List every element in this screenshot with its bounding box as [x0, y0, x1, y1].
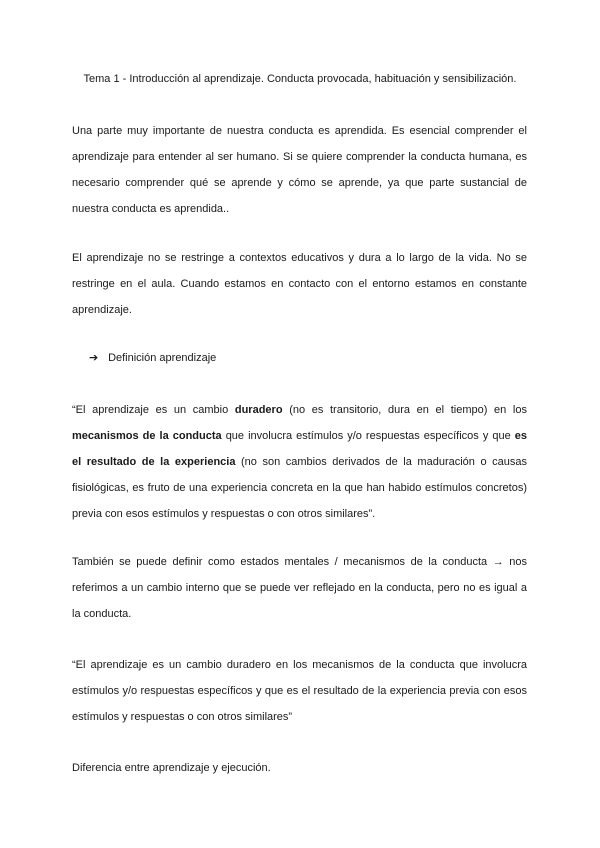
arrow-bullet-icon: ➔ — [89, 352, 99, 364]
definition-text-2: (no es transitorio, dura en el tiempo) en los — [282, 404, 527, 416]
bullet-label: Definición aprendizaje — [108, 352, 217, 364]
paragraph-learning-importance: Una parte muy importante de nuestra conducta es aprendida. Es esencial comprender el aprendizaje para entender al ser humano. Si se quiere comprender la conducta humana, es necesario comprender qué se aprende y cómo se aprende, ya que parte sustancial de nuestra conducta es aprendida.. — [72, 125, 527, 215]
definition-text-4: (no son cambios derivados de la maduración o causas fisiológicas, es fruto de una experiencia concreta en la que han habido estímulos concretos) previa con esos estímulos y respuestas o con otros similares”. — [72, 456, 527, 520]
definition-bold-resultado: es el resultado de la experiencia — [72, 430, 527, 468]
definition-bold-mecanismos: mecanismos de la conducta — [72, 430, 222, 442]
bullet-item-definition — [89, 348, 216, 368]
paragraph-definition-quote: “El aprendizaje es un cambio duradero en los mecanismos de la conducta que involucra estímulos y/o respuestas específicos y que es el resultado de la experiencia previa con esos estímulos y respuestas o con otros similares” — [72, 659, 527, 723]
paragraph-learning-vs-performance: Diferencia entre aprendizaje y ejecución. — [72, 762, 271, 774]
definition-text-3: que involucra estímulos y/o respuestas específicos y que — [221, 430, 515, 442]
definition-bold-duradero: duradero — [234, 404, 283, 416]
paragraph-definition — [72, 397, 527, 527]
paragraph-learning-contexts: El aprendizaje no se restringe a contextos educativos y dura a lo largo de la vida. No se restringe en el aula. Cuando estamos en contacto con el entorno estamos en constante aprendizaje. — [72, 252, 527, 316]
definition-text-1: “El aprendizaje es un cambio — [72, 404, 235, 416]
paragraph-mental-states: También se puede definir como estados mentales / mecanismos de la conducta → nos referimos a un cambio interno que se puede ver reflejado en la conducta, pero no es igual a la conducta. — [72, 556, 527, 620]
document-title: Tema 1 - Introducción al aprendizaje. Conducta provocada, habituación y sensibilización. — [83, 73, 517, 85]
